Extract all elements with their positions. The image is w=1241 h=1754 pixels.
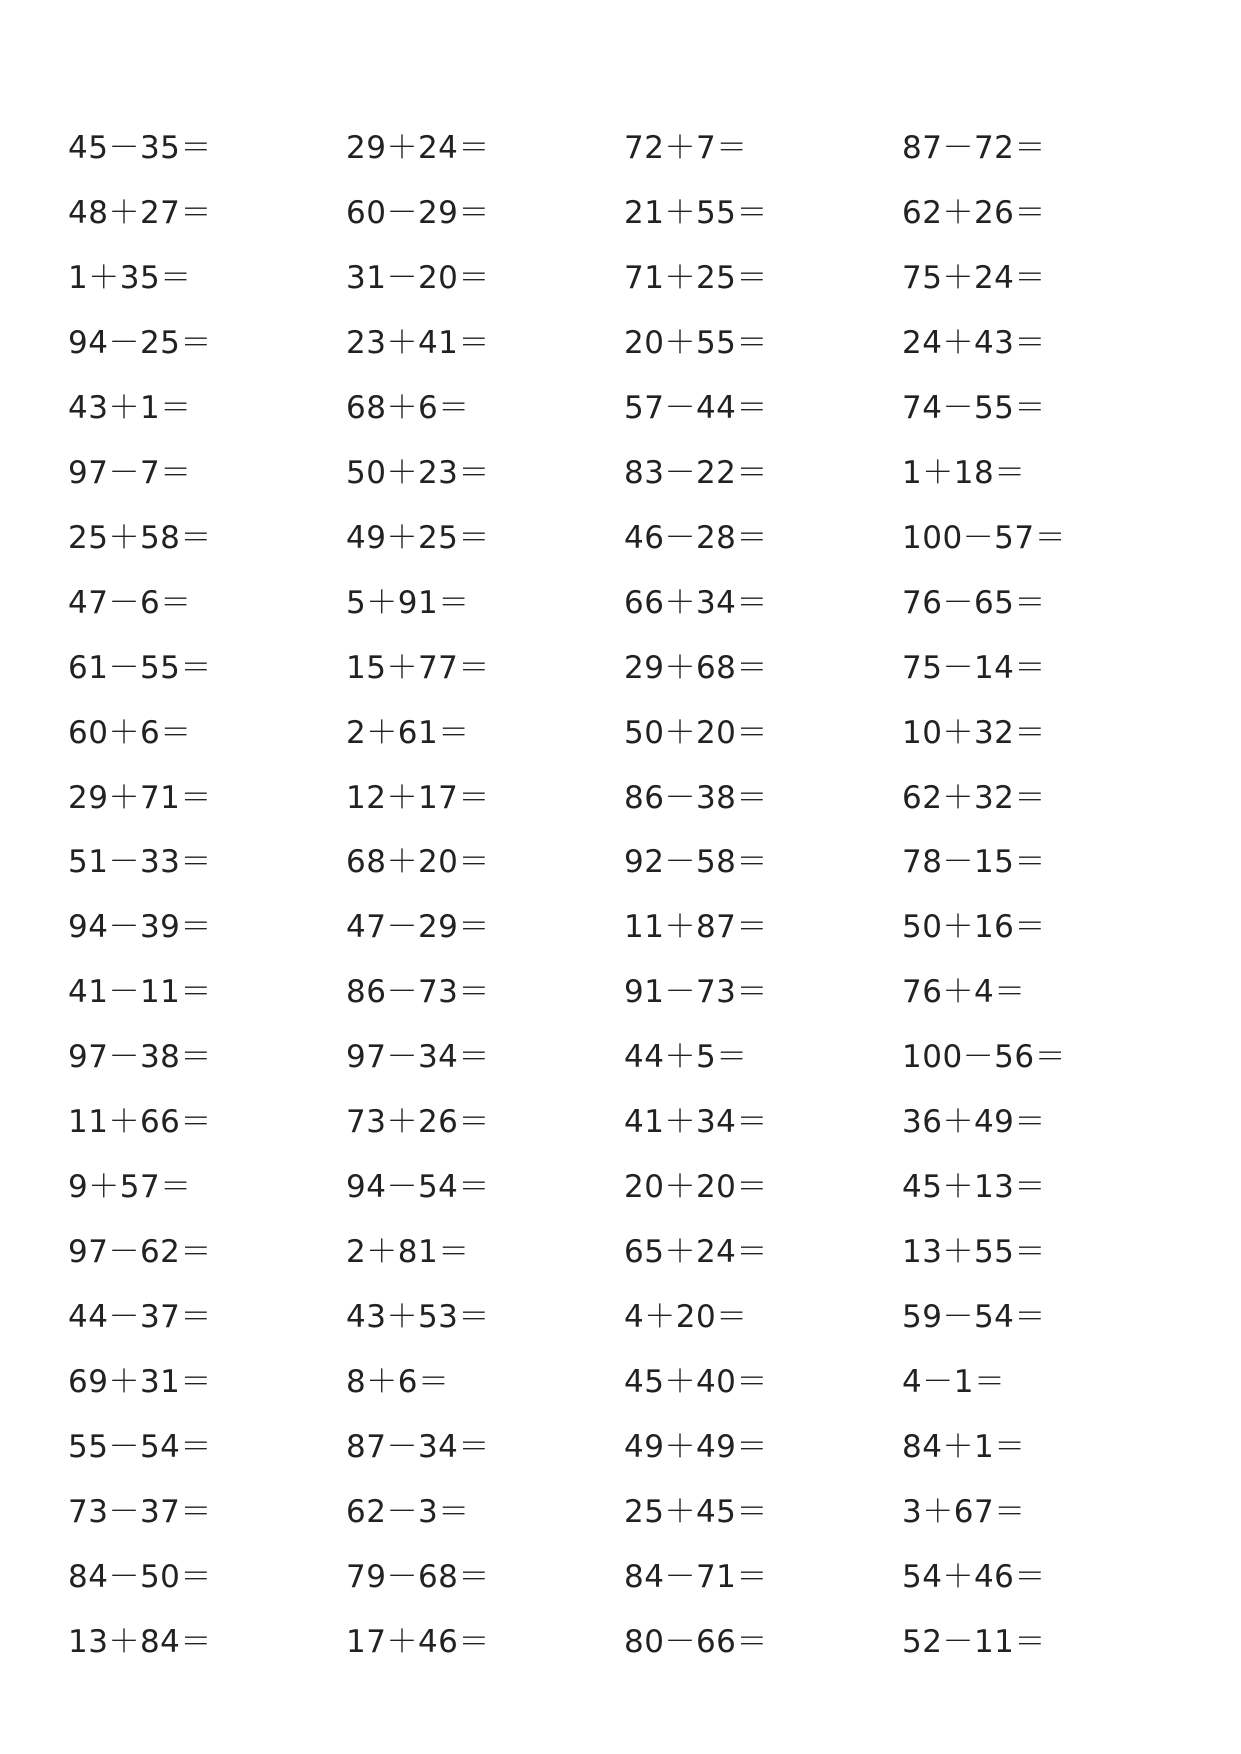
arithmetic-problem: 2＋81＝ xyxy=(346,1234,470,1271)
arithmetic-problem: 50＋20＝ xyxy=(624,714,768,751)
arithmetic-problem: 97－34＝ xyxy=(346,1039,490,1076)
arithmetic-problem: 57－44＝ xyxy=(624,389,768,426)
arithmetic-problem: 20＋55＝ xyxy=(624,324,768,361)
arithmetic-problem: 5＋91＝ xyxy=(346,584,470,621)
arithmetic-problem: 50＋23＝ xyxy=(346,454,490,491)
arithmetic-problem: 29＋71＝ xyxy=(68,779,212,816)
arithmetic-problem: 69＋31＝ xyxy=(68,1364,212,1401)
arithmetic-problem: 12＋17＝ xyxy=(346,779,490,816)
arithmetic-problem: 83－22＝ xyxy=(624,454,768,491)
arithmetic-problem: 59－54＝ xyxy=(902,1299,1046,1336)
arithmetic-problem: 4－1＝ xyxy=(902,1364,1006,1401)
arithmetic-problem: 20＋20＝ xyxy=(624,1169,768,1206)
arithmetic-problem: 97－38＝ xyxy=(68,1039,212,1076)
arithmetic-problem: 65＋24＝ xyxy=(624,1234,768,1271)
arithmetic-problem: 55－54＝ xyxy=(68,1429,212,1465)
arithmetic-problem: 91－73＝ xyxy=(624,974,768,1011)
arithmetic-problem: 100－57＝ xyxy=(902,519,1067,556)
arithmetic-problem: 3＋67＝ xyxy=(902,1493,1026,1530)
arithmetic-problem: 43＋53＝ xyxy=(346,1299,490,1336)
arithmetic-problem: 8＋6＝ xyxy=(346,1364,450,1401)
arithmetic-problem: 50＋16＝ xyxy=(902,909,1046,946)
arithmetic-problem: 2＋61＝ xyxy=(346,714,470,751)
arithmetic-problem: 84＋1＝ xyxy=(902,1429,1026,1465)
arithmetic-problem: 92－58＝ xyxy=(624,844,768,881)
arithmetic-problem: 17＋46＝ xyxy=(346,1623,490,1660)
arithmetic-problem: 78－15＝ xyxy=(902,844,1046,881)
arithmetic-problem: 44－37＝ xyxy=(68,1299,212,1336)
arithmetic-problem: 68＋6＝ xyxy=(346,389,470,426)
arithmetic-problem: 86－73＝ xyxy=(346,974,490,1011)
arithmetic-problem: 1＋18＝ xyxy=(902,454,1026,491)
arithmetic-problem: 45－35＝ xyxy=(68,130,212,166)
arithmetic-problem: 45＋13＝ xyxy=(902,1169,1046,1206)
arithmetic-problem: 76－65＝ xyxy=(902,584,1046,621)
arithmetic-problem: 72＋7＝ xyxy=(624,130,748,166)
arithmetic-problem: 29＋24＝ xyxy=(346,130,490,166)
arithmetic-problem: 97－62＝ xyxy=(68,1234,212,1271)
arithmetic-problem: 60－29＝ xyxy=(346,194,490,231)
arithmetic-problem: 51－33＝ xyxy=(68,844,212,881)
arithmetic-problem: 80－66＝ xyxy=(624,1623,768,1660)
arithmetic-problem: 52－11＝ xyxy=(902,1623,1046,1660)
arithmetic-problem: 87－72＝ xyxy=(902,130,1046,166)
arithmetic-problem: 60＋6＝ xyxy=(68,714,192,751)
arithmetic-problem: 36＋49＝ xyxy=(902,1104,1046,1141)
arithmetic-problem: 73－37＝ xyxy=(68,1493,212,1530)
arithmetic-problem: 61－55＝ xyxy=(68,649,212,686)
arithmetic-problem: 68＋20＝ xyxy=(346,844,490,881)
arithmetic-problem: 41－11＝ xyxy=(68,974,212,1011)
arithmetic-problem: 71＋25＝ xyxy=(624,259,768,296)
arithmetic-problem: 13＋55＝ xyxy=(902,1234,1046,1271)
arithmetic-problem: 47－29＝ xyxy=(346,909,490,946)
arithmetic-problem: 84－71＝ xyxy=(624,1558,768,1595)
arithmetic-problem: 13＋84＝ xyxy=(68,1623,212,1660)
arithmetic-problem: 84－50＝ xyxy=(68,1558,212,1595)
arithmetic-problem: 62－3＝ xyxy=(346,1493,470,1530)
arithmetic-problem: 46－28＝ xyxy=(624,519,768,556)
arithmetic-problem: 79－68＝ xyxy=(346,1558,490,1595)
arithmetic-problem: 76＋4＝ xyxy=(902,974,1026,1011)
arithmetic-problem: 86－38＝ xyxy=(624,779,768,816)
arithmetic-problem: 100－56＝ xyxy=(902,1039,1067,1076)
arithmetic-problem: 1＋35＝ xyxy=(68,259,192,296)
arithmetic-problem: 4＋20＝ xyxy=(624,1299,748,1336)
arithmetic-problem: 47－6＝ xyxy=(68,584,192,621)
arithmetic-problem: 25＋45＝ xyxy=(624,1493,768,1530)
arithmetic-problem: 10＋32＝ xyxy=(902,714,1046,751)
arithmetic-problem: 97－7＝ xyxy=(68,454,192,491)
arithmetic-problem: 9＋57＝ xyxy=(68,1169,192,1206)
arithmetic-problem: 49＋25＝ xyxy=(346,519,490,556)
arithmetic-problem: 54＋46＝ xyxy=(902,1558,1046,1595)
arithmetic-problem: 11＋87＝ xyxy=(624,909,768,946)
arithmetic-problem: 15＋77＝ xyxy=(346,649,490,686)
arithmetic-problem: 94－39＝ xyxy=(68,909,212,946)
arithmetic-problem: 94－54＝ xyxy=(346,1169,490,1206)
arithmetic-problem: 62＋32＝ xyxy=(902,779,1046,816)
arithmetic-problem: 62＋26＝ xyxy=(902,194,1046,231)
arithmetic-problem: 11＋66＝ xyxy=(68,1104,212,1141)
arithmetic-problem: 23＋41＝ xyxy=(346,324,490,361)
arithmetic-problem: 41＋34＝ xyxy=(624,1104,768,1141)
arithmetic-problem: 74－55＝ xyxy=(902,389,1046,426)
arithmetic-problem: 87－34＝ xyxy=(346,1429,490,1465)
arithmetic-problem: 45＋40＝ xyxy=(624,1364,768,1401)
arithmetic-problem: 43＋1＝ xyxy=(68,389,192,426)
arithmetic-problem: 44＋5＝ xyxy=(624,1039,748,1076)
arithmetic-problem: 94－25＝ xyxy=(68,324,212,361)
arithmetic-problem: 49＋49＝ xyxy=(624,1429,768,1465)
arithmetic-problem: 48＋27＝ xyxy=(68,194,212,231)
arithmetic-problem: 75－14＝ xyxy=(902,649,1046,686)
arithmetic-problem: 66＋34＝ xyxy=(624,584,768,621)
arithmetic-problem: 21＋55＝ xyxy=(624,194,768,231)
arithmetic-problem: 31－20＝ xyxy=(346,259,490,296)
arithmetic-problem: 25＋58＝ xyxy=(68,519,212,556)
arithmetic-problem: 75＋24＝ xyxy=(902,259,1046,296)
arithmetic-problem: 29＋68＝ xyxy=(624,649,768,686)
arithmetic-problem: 24＋43＝ xyxy=(902,324,1046,361)
arithmetic-problem: 73＋26＝ xyxy=(346,1104,490,1141)
